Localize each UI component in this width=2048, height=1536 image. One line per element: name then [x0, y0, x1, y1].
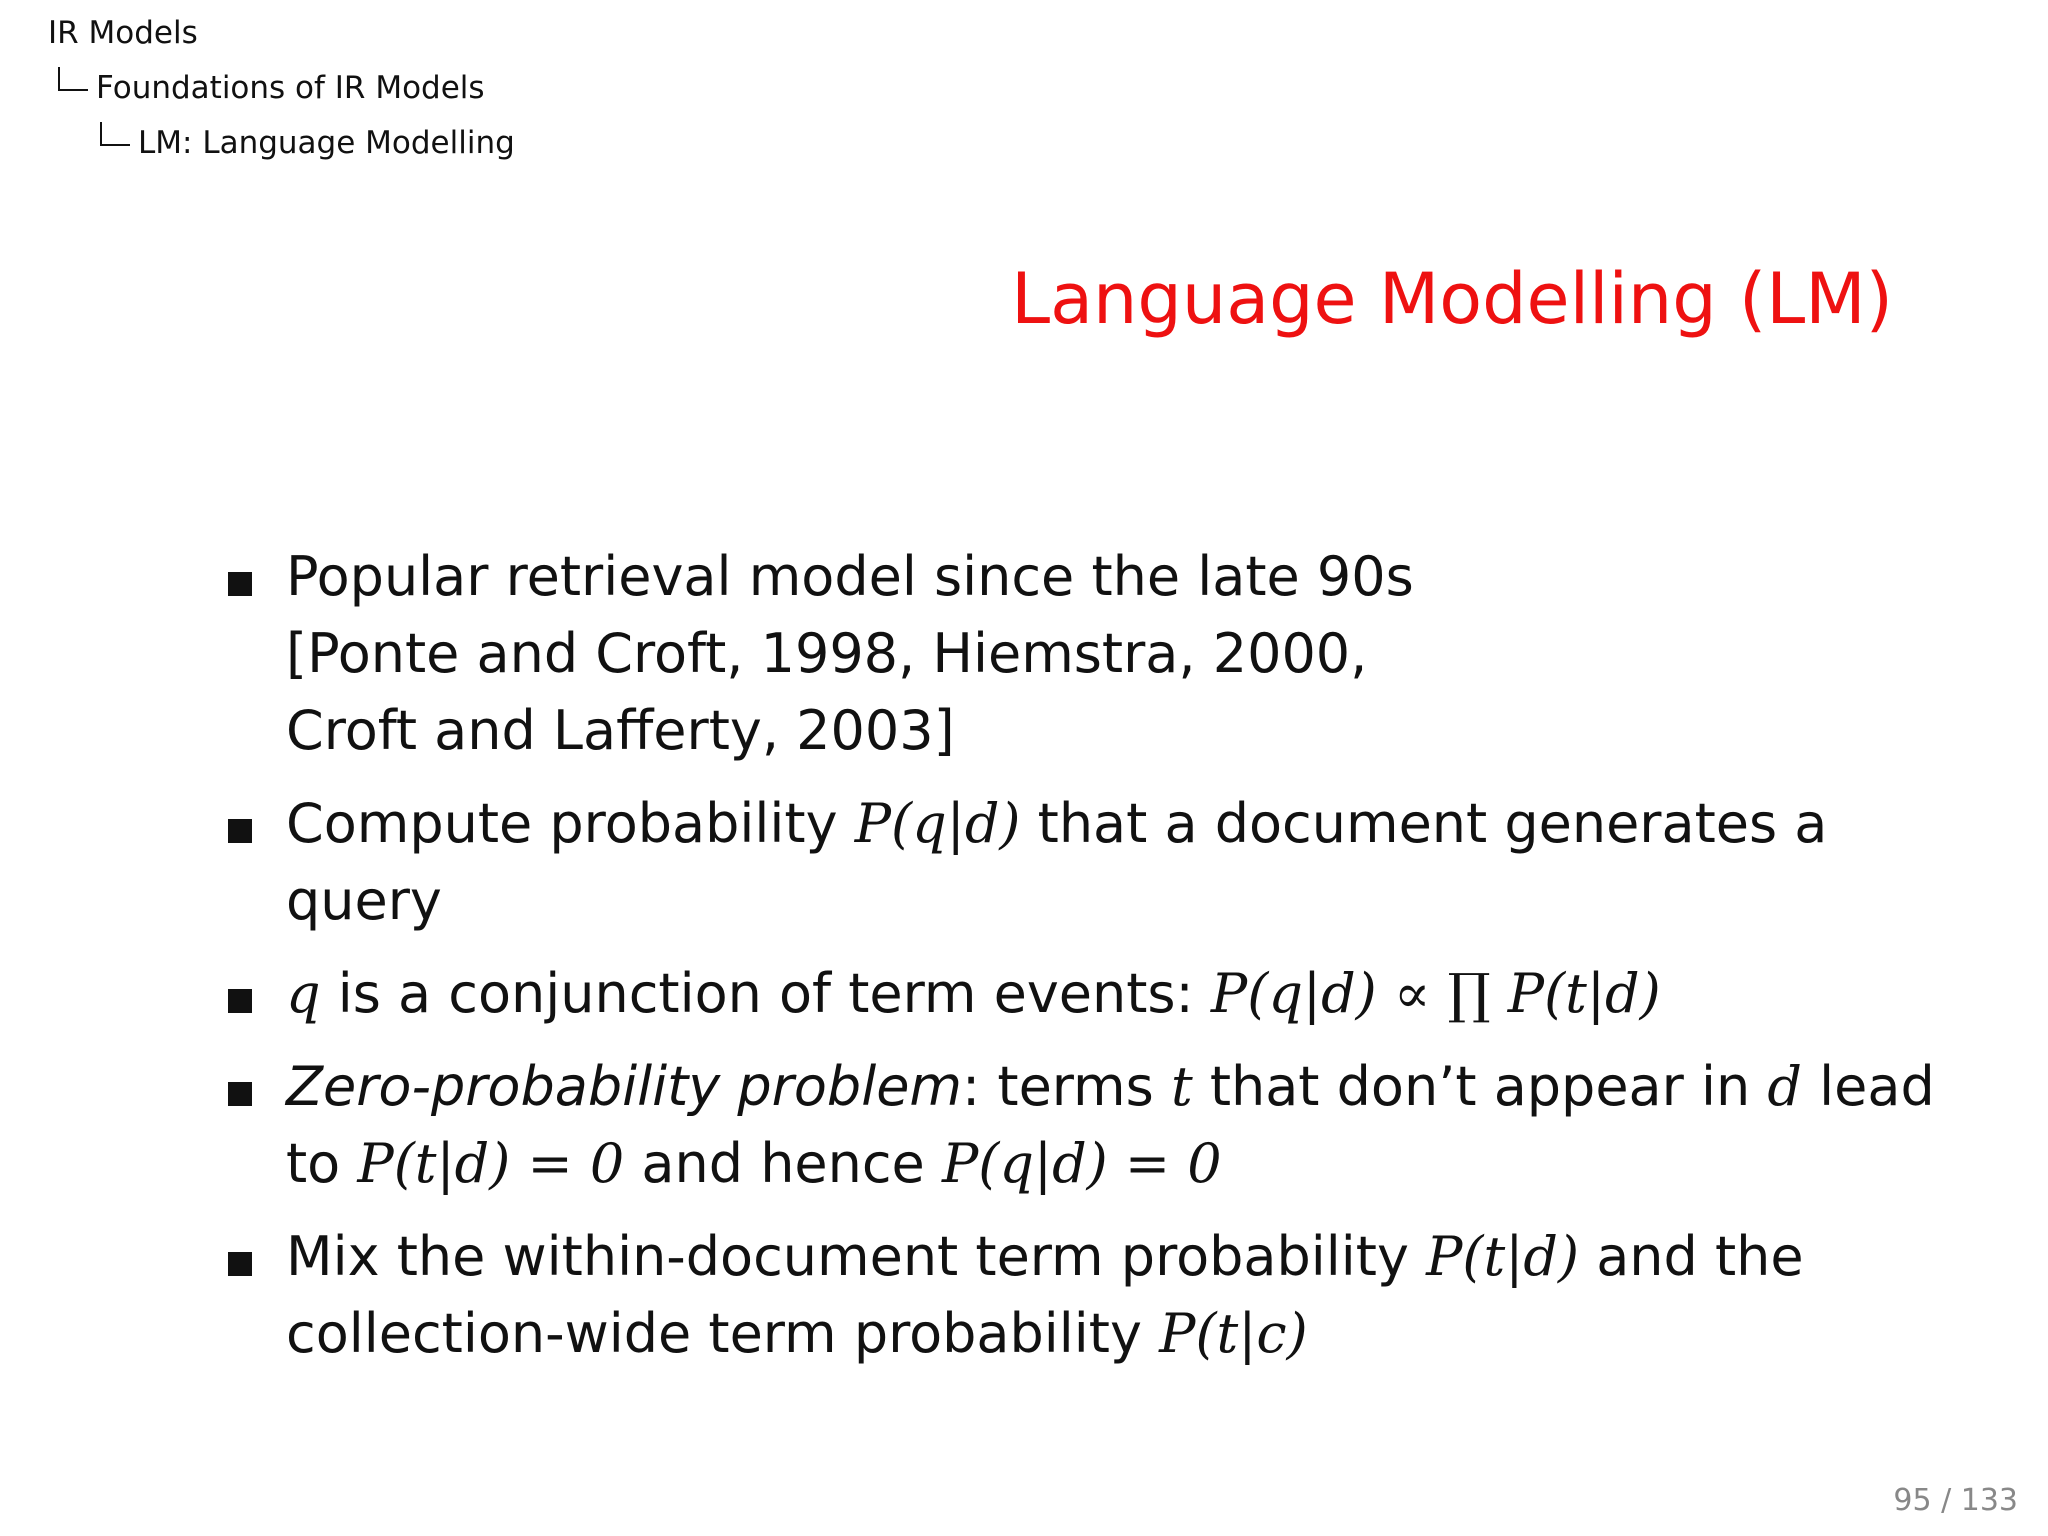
bullet-text: to: [286, 1132, 358, 1195]
bullet-line: [286, 785, 1922, 862]
math-expression: P(t|d) = 0: [357, 1132, 625, 1195]
square-bullet-icon: [228, 989, 252, 1013]
bullet-line: [286, 1218, 1922, 1295]
citation-link[interactable]: Croft and Lafferty, 2003]: [286, 699, 955, 762]
page-number: 95 / 133: [1893, 1483, 2018, 1518]
bullet-text: is a conjunction of term events:: [320, 962, 1211, 1025]
breadcrumb-subsection[interactable]: [48, 61, 515, 116]
bullet-text: : terms: [962, 1055, 1171, 1118]
bullet-item: [222, 785, 1922, 939]
bullet-text: query: [286, 869, 442, 932]
citation-link[interactable]: [Ponte and Croft, 1998, Hiemstra, 2000,: [286, 622, 1368, 685]
square-bullet-icon: [228, 572, 252, 596]
breadcrumb-subsubsection[interactable]: [48, 116, 515, 171]
bullet-line: [286, 1295, 1922, 1372]
bullet-item: [222, 955, 1922, 1032]
bullet-text: and hence: [624, 1132, 942, 1195]
square-bullet-icon: [228, 819, 252, 843]
math-variable: t: [1170, 1055, 1193, 1118]
emphasized-term: Zero-probability problem: [286, 1055, 963, 1118]
bullet-text: that a document generates a: [1020, 792, 1828, 855]
breadcrumb-subsection-label: Foundations of IR Models: [96, 70, 485, 106]
math-expression: P(t|c): [1159, 1302, 1308, 1365]
breadcrumb-section-label: IR Models: [48, 15, 198, 51]
square-bullet-icon: [228, 1252, 252, 1276]
tree-branch-icon: [58, 67, 88, 91]
bullet-text: that don’t appear in: [1192, 1055, 1768, 1118]
bullet-item: [222, 538, 1922, 769]
breadcrumb-subsubsection-label: LM: Language Modelling: [138, 125, 515, 161]
math-variable: d: [1767, 1055, 1802, 1118]
math-expression: P(t|d): [1426, 1225, 1580, 1288]
square-bullet-icon: [228, 1082, 252, 1106]
bullet-text: Popular retrieval model since the late 90s: [286, 545, 1414, 608]
tree-branch-icon: [100, 122, 130, 146]
bullet-line: [286, 1048, 1935, 1125]
math-variable: q: [286, 962, 321, 1025]
math-expression: P(q|d) = 0: [941, 1132, 1222, 1195]
breadcrumb-section[interactable]: [48, 6, 515, 61]
bullet-item: [222, 1048, 1935, 1202]
bullet-item: [222, 1218, 1922, 1372]
bullet-line: [286, 1125, 1922, 1202]
math-expression: P(q|d): [854, 792, 1021, 855]
bullet-text: lead: [1802, 1055, 1935, 1118]
slide-title: Language Modelling (LM): [1011, 258, 1893, 340]
breadcrumb: [48, 6, 515, 171]
bullet-text: Compute probability: [286, 792, 855, 855]
bullet-line: [286, 955, 1922, 1032]
bullet-list: [222, 538, 1935, 1388]
bullet-text: collection-wide term probability: [286, 1302, 1160, 1365]
math-formula: P(q|d) ∝ ∏ P(t|d): [1210, 962, 1661, 1025]
bullet-text: and the: [1579, 1225, 1804, 1288]
bullet-text: Mix the within-document term probability: [286, 1225, 1427, 1288]
